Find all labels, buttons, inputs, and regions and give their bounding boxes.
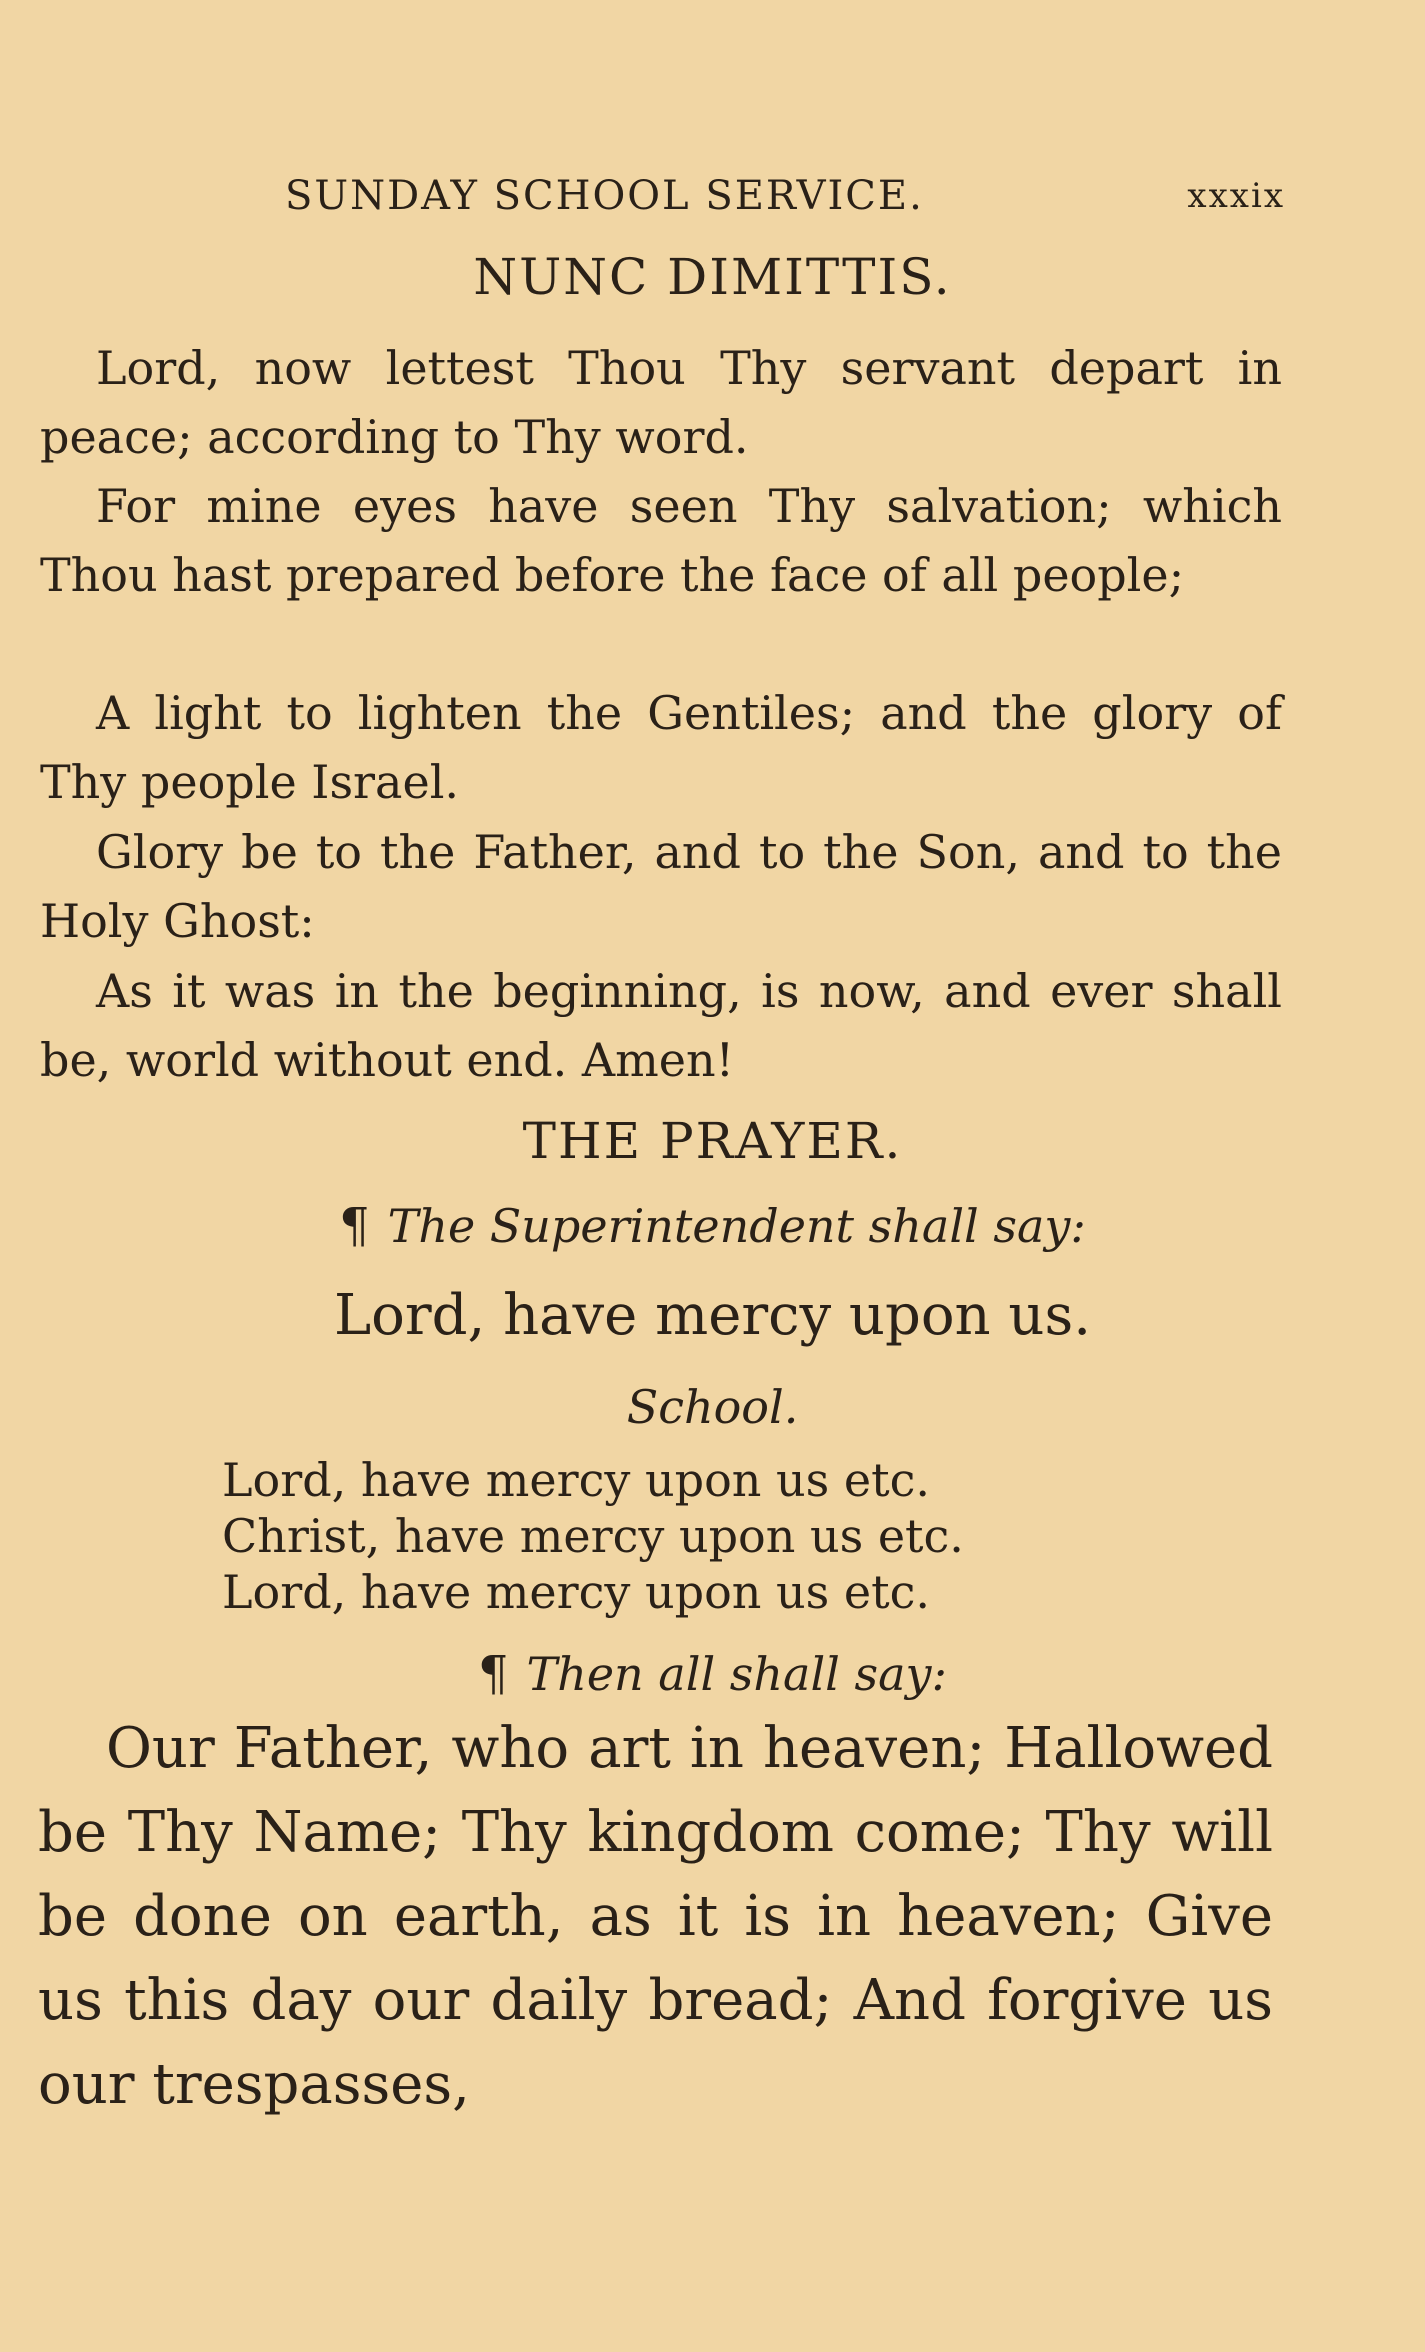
running-head xyxy=(285,166,1285,226)
verse-5: As it was in the beginning, is now, and ever shall be, world without end. Amen! xyxy=(40,964,1282,1087)
versicle: Lord, have mercy upon us. xyxy=(333,1283,1092,1348)
verse-3: A light to lighten the Gentiles; and the glory of Thy people Israel. xyxy=(40,686,1282,809)
rubric-superintendent xyxy=(0,1198,1425,1254)
response-line: Lord, have mercy upon us etc. xyxy=(222,1453,930,1507)
school-label: School. xyxy=(626,1380,799,1434)
response-line: Christ, have mercy upon us etc. xyxy=(222,1509,964,1563)
verse-2: For mine eyes have seen Thy salvation; which Thou hast prepared before the face of all people; xyxy=(40,479,1282,602)
pilcrow-icon: ¶ xyxy=(339,1198,370,1254)
page-number: xxxix xyxy=(1187,176,1285,216)
verse-1: Lord, now lettest Thou Thy servant depart in peace; according to Thy word. xyxy=(40,341,1282,464)
running-head-title: SUNDAY SCHOOL SERVICE. xyxy=(285,173,924,219)
rubric-text: The Superintendent shall say: xyxy=(387,1199,1086,1253)
nunc-dimittis-heading: NUNC DIMITTIS. xyxy=(473,248,952,306)
school-responses xyxy=(222,1452,1102,1620)
rubric-text: Then all shall say: xyxy=(526,1647,947,1701)
response-line: Lord, have mercy upon us etc. xyxy=(222,1565,930,1619)
pilcrow-icon: ¶ xyxy=(477,1646,509,1702)
lords-prayer: Our Father, who art in heaven; Hallowed be Thy Name; Thy kingdom come; Thy will be done on earth, as it is in heaven; Give us this day our daily bread; And forgive us our trespasses, xyxy=(38,1716,1273,2117)
rubric-all xyxy=(0,1646,1425,1702)
verse-4: Glory be to the Father, and to the Son, and to the Holy Ghost: xyxy=(40,825,1282,948)
prayer-heading: THE PRAYER. xyxy=(522,1112,903,1170)
